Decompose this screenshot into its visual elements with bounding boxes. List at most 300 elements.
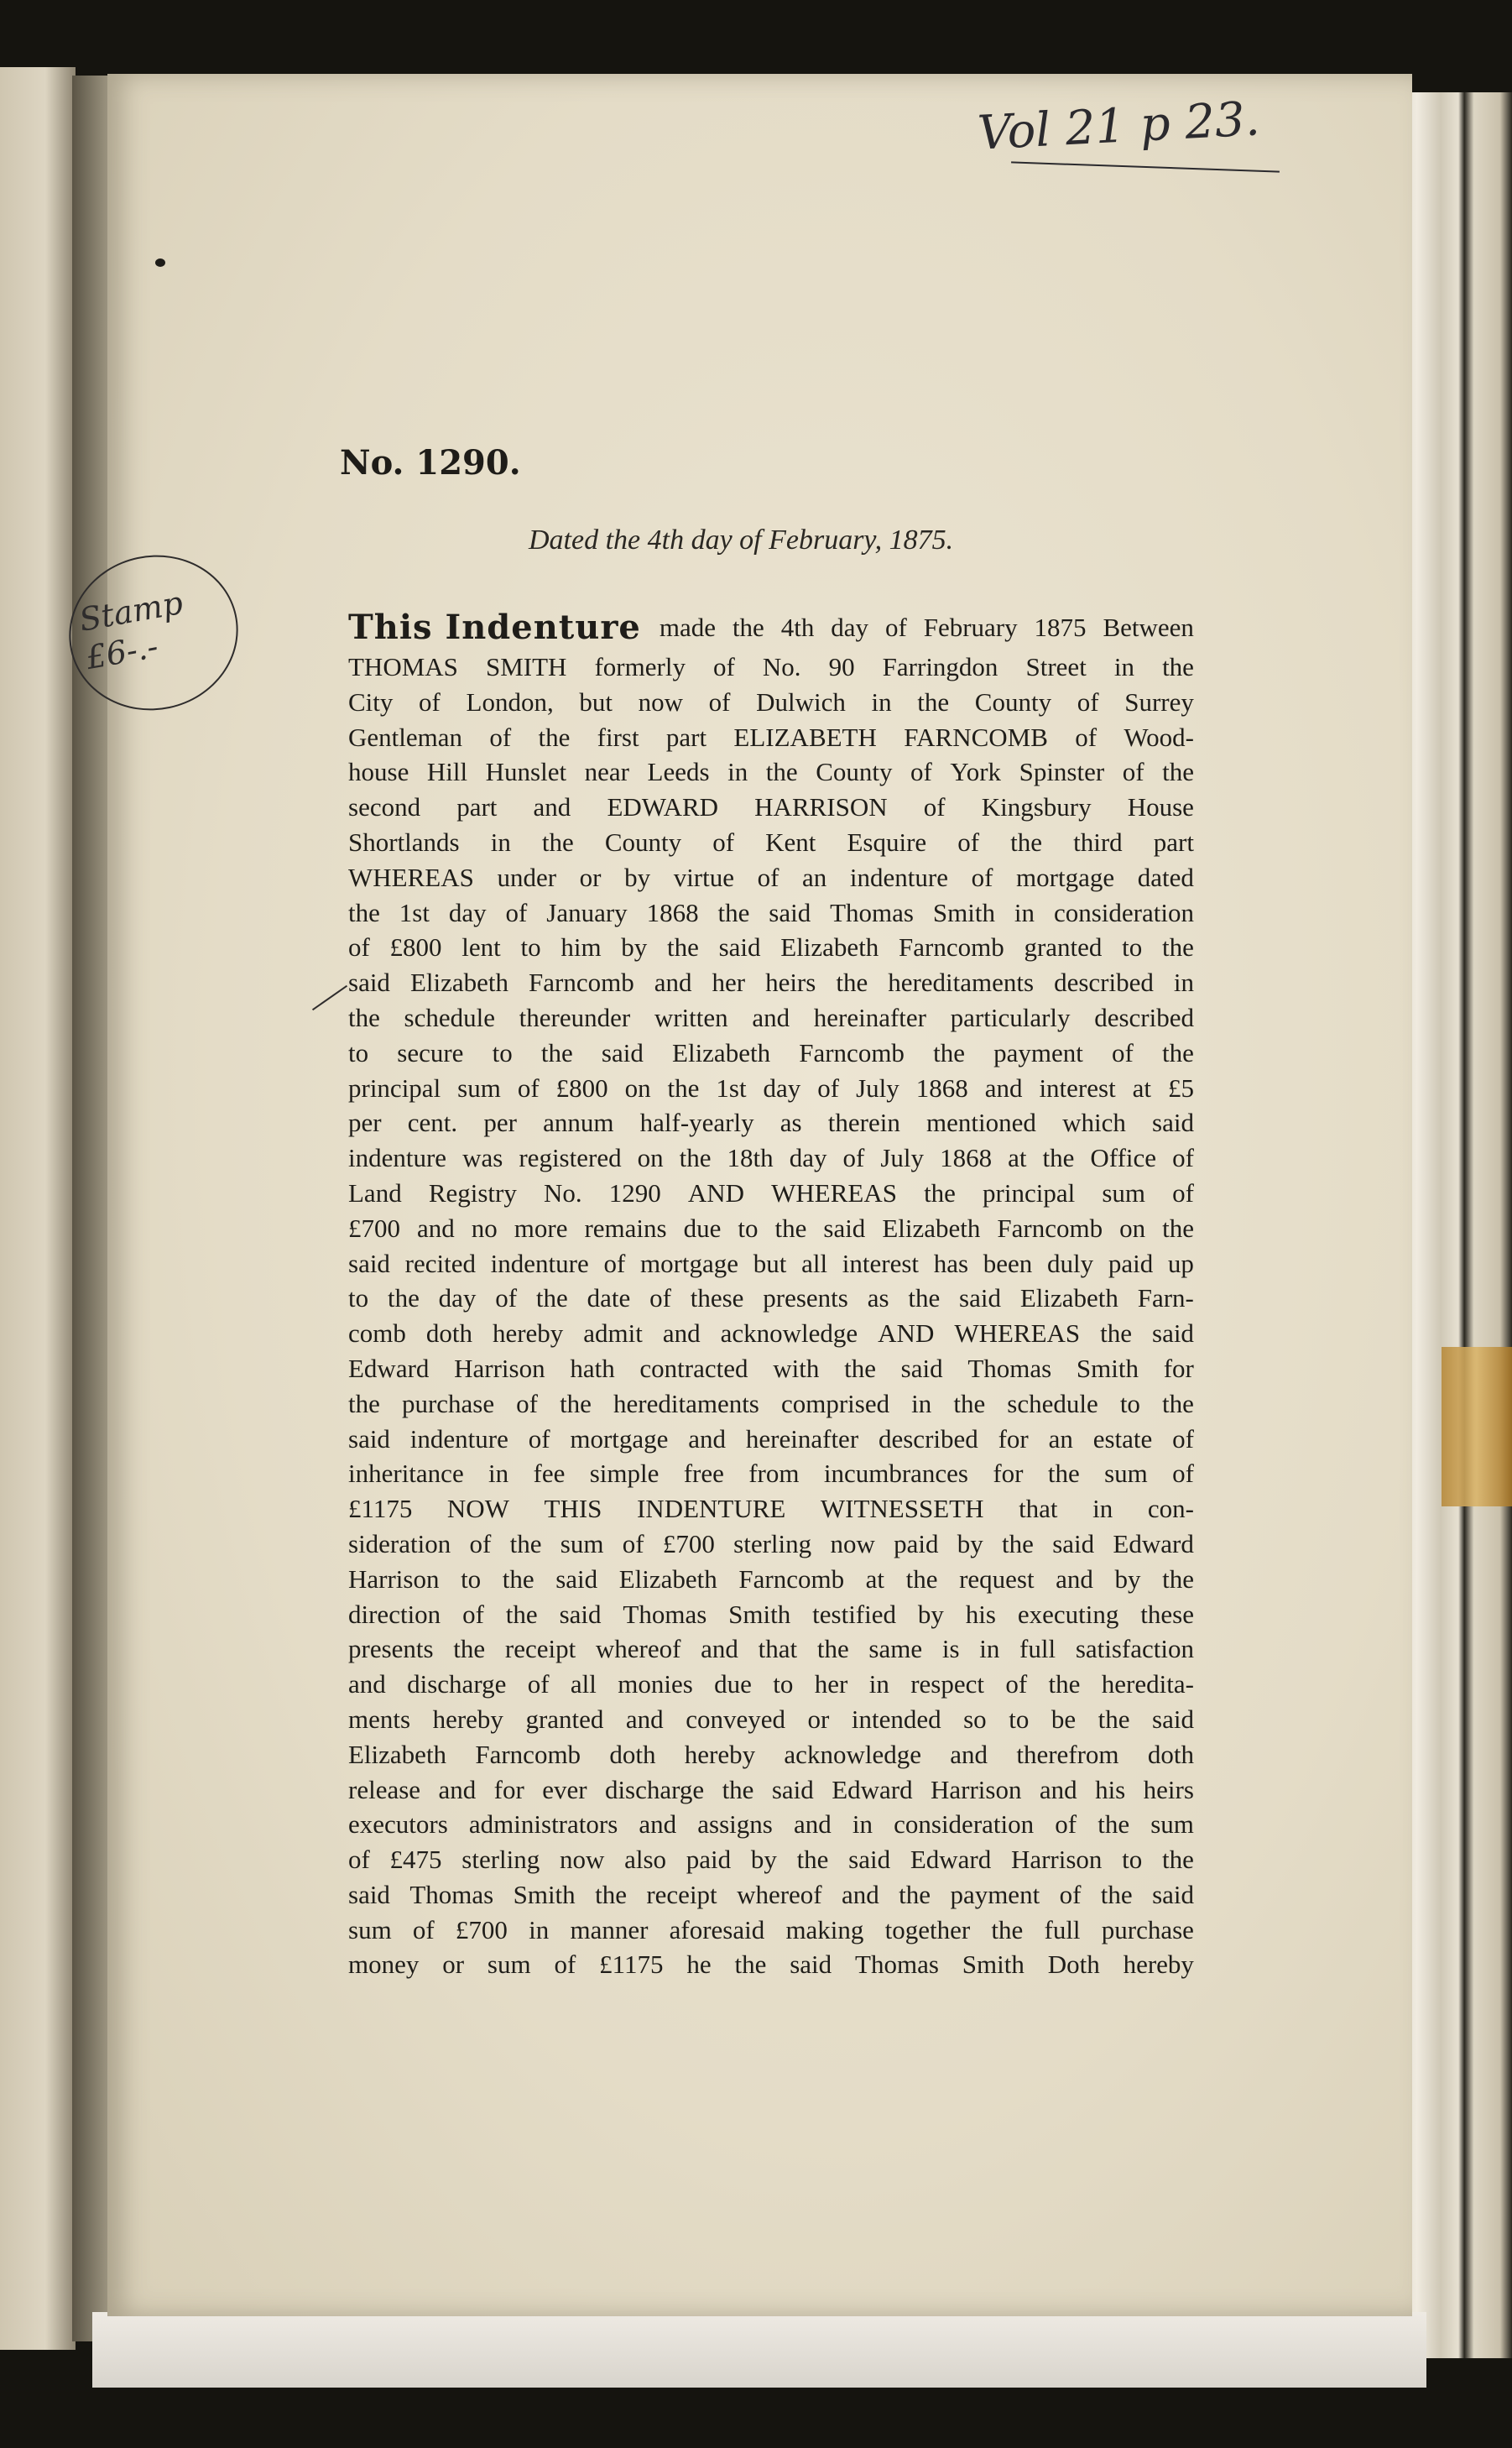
word: £700 xyxy=(348,1213,400,1243)
text-line xyxy=(348,1351,1194,1386)
word: said xyxy=(790,1950,832,1980)
text-line xyxy=(348,895,1194,931)
word: aforesaid xyxy=(669,1914,765,1944)
word: WHEREAS xyxy=(771,1177,897,1208)
word: formerly xyxy=(594,652,686,681)
word: receipt xyxy=(504,1634,576,1664)
word: her xyxy=(712,968,746,998)
word: direction xyxy=(348,1599,441,1629)
word: of xyxy=(1172,1143,1194,1173)
document-number: No. 1290. xyxy=(340,443,521,483)
word: of xyxy=(1122,757,1144,787)
word: and xyxy=(842,1879,879,1909)
word: by xyxy=(624,862,651,892)
word: said xyxy=(601,1037,644,1067)
word: the xyxy=(899,1879,931,1909)
word: per xyxy=(483,1108,517,1138)
word: ELIZABETH xyxy=(733,722,877,752)
word: of xyxy=(348,1845,370,1875)
word: hereby xyxy=(432,1704,503,1734)
word: of xyxy=(489,722,512,752)
word: HARRISON xyxy=(754,792,888,822)
text-line xyxy=(348,1071,1194,1106)
word: of xyxy=(419,686,441,717)
word: per xyxy=(348,1108,382,1138)
word: the xyxy=(679,1143,712,1173)
text-line xyxy=(348,650,1194,685)
word: him xyxy=(560,932,602,963)
word: 1st xyxy=(716,1073,747,1103)
text-line xyxy=(348,1913,1194,1948)
word: on xyxy=(624,1073,651,1103)
word: to xyxy=(1009,1704,1030,1734)
word: of xyxy=(412,1914,435,1944)
word: of xyxy=(842,1143,865,1173)
word: of xyxy=(1172,1423,1194,1454)
word: now xyxy=(559,1845,605,1875)
word: said xyxy=(555,1563,598,1594)
word: in xyxy=(852,1809,873,1840)
word: £800 xyxy=(555,1073,608,1103)
word: or xyxy=(807,1704,830,1734)
word: Smith xyxy=(1076,1353,1139,1383)
word: admit xyxy=(583,1318,643,1349)
word: said xyxy=(559,1599,602,1629)
left-facing-page xyxy=(0,67,76,2350)
word: Registry xyxy=(428,1177,517,1208)
text-line xyxy=(348,1246,1194,1281)
word: in xyxy=(1014,897,1035,927)
word: no xyxy=(471,1213,498,1243)
word: of xyxy=(505,897,528,927)
word: in xyxy=(488,1459,509,1489)
word: manner xyxy=(570,1914,649,1944)
word: of xyxy=(923,792,946,822)
word: con- xyxy=(1147,1494,1194,1524)
word: of xyxy=(1005,1669,1028,1699)
word: to xyxy=(348,1037,369,1067)
word: the xyxy=(1162,652,1194,681)
word: Elizabeth xyxy=(1019,1283,1118,1313)
word: sum xyxy=(457,1073,501,1103)
word: hereditaments xyxy=(888,968,1035,998)
word: July xyxy=(880,1143,925,1173)
text-line xyxy=(348,1456,1194,1491)
word: the xyxy=(836,968,868,998)
text-line xyxy=(348,754,1194,790)
word: of xyxy=(1059,1879,1082,1909)
word: same xyxy=(868,1634,923,1664)
word: as xyxy=(779,1108,802,1138)
word: £800 xyxy=(389,932,442,963)
word: Farncomb xyxy=(899,932,1004,963)
word: sum xyxy=(348,1914,392,1944)
word: EDWARD xyxy=(607,792,719,822)
word: more xyxy=(514,1213,568,1243)
text-line xyxy=(348,1877,1194,1913)
word: but xyxy=(579,686,613,717)
word: Thomas xyxy=(967,1353,1052,1383)
word: £1175 xyxy=(348,1494,413,1524)
word: and xyxy=(984,1073,1023,1103)
word: granted xyxy=(1024,932,1103,963)
word: of xyxy=(495,1283,518,1313)
text-line xyxy=(348,1947,1194,1982)
word: of xyxy=(1172,1177,1194,1208)
word: an xyxy=(1048,1423,1073,1454)
word: free xyxy=(683,1459,724,1489)
word: fee xyxy=(533,1459,566,1489)
word: for xyxy=(993,1459,1024,1489)
word: the xyxy=(717,897,750,927)
word: and xyxy=(639,1809,677,1840)
word: interest xyxy=(1039,1073,1116,1103)
word: that xyxy=(758,1634,798,1664)
word: discharge xyxy=(604,1774,705,1804)
word: monies xyxy=(618,1669,693,1699)
word: doth xyxy=(425,1318,472,1349)
word: of xyxy=(957,827,980,857)
word: indenture xyxy=(849,862,948,892)
word: the xyxy=(1042,1143,1075,1173)
word: the xyxy=(453,1634,486,1664)
word: 1st xyxy=(399,897,430,927)
word: of xyxy=(1075,722,1098,752)
word: now xyxy=(830,1528,875,1558)
word: NOW xyxy=(446,1494,509,1524)
word: Elizabeth xyxy=(348,1739,447,1769)
text-line xyxy=(348,965,1194,1000)
word: the xyxy=(348,1002,380,1032)
word: the xyxy=(1162,1563,1194,1594)
word: up xyxy=(1167,1248,1194,1278)
word: presents xyxy=(763,1283,848,1313)
word: dated xyxy=(1137,862,1194,892)
text-line xyxy=(348,1422,1194,1457)
word: mortgage xyxy=(1016,862,1115,892)
word: part xyxy=(456,792,498,822)
word: and xyxy=(1056,1563,1093,1594)
word: these xyxy=(690,1283,744,1313)
word: of xyxy=(817,1073,840,1103)
word: the xyxy=(1098,1809,1130,1840)
handwritten-volume-note: Vol 21 p 23. xyxy=(976,91,1261,161)
word: the xyxy=(348,897,380,927)
word: the xyxy=(774,1213,807,1243)
text-line xyxy=(348,1105,1194,1140)
word: which xyxy=(1062,1108,1126,1138)
word: he xyxy=(686,1950,712,1980)
word: and xyxy=(701,1634,738,1664)
word: of xyxy=(1055,1809,1077,1840)
word: lent xyxy=(461,932,501,963)
word: been xyxy=(983,1248,1033,1278)
word: Farncomb xyxy=(529,968,634,998)
word: Elizabeth xyxy=(618,1563,717,1594)
word: of xyxy=(462,1599,484,1629)
word: also xyxy=(624,1845,667,1875)
word: of xyxy=(516,1388,538,1418)
word: discharge xyxy=(407,1669,507,1699)
word: cent. xyxy=(407,1108,458,1138)
word: sum xyxy=(1150,1809,1194,1840)
word: satisfaction xyxy=(1075,1634,1194,1664)
word: paid xyxy=(1108,1248,1154,1278)
word: assigns xyxy=(697,1809,773,1840)
word: Smith xyxy=(932,897,995,927)
text-line xyxy=(348,1807,1194,1842)
word: part xyxy=(665,722,707,752)
word: contracted xyxy=(639,1353,748,1383)
word: to xyxy=(1122,932,1143,963)
word: and xyxy=(950,1739,988,1769)
word: Surrey xyxy=(1124,686,1194,717)
word: her xyxy=(814,1669,848,1699)
text-line xyxy=(348,1386,1194,1422)
word: hereby xyxy=(1123,1950,1194,1980)
word: or xyxy=(442,1950,465,1980)
word: Dulwich xyxy=(756,686,846,717)
word: said xyxy=(1152,1108,1194,1138)
word: and xyxy=(793,1809,832,1840)
word: Farn- xyxy=(1137,1283,1194,1313)
word: hereinafter xyxy=(813,1002,926,1032)
word: described xyxy=(1054,968,1154,998)
word: the xyxy=(509,1528,542,1558)
word: under xyxy=(497,862,557,892)
word: the xyxy=(933,1037,965,1067)
word: purchase xyxy=(1101,1914,1194,1944)
word: said xyxy=(1152,1704,1194,1734)
word: AND xyxy=(687,1177,745,1208)
word: has xyxy=(933,1248,969,1278)
word: Smith xyxy=(728,1599,791,1629)
word: the xyxy=(1161,932,1194,963)
word: the xyxy=(816,1634,849,1664)
text-line xyxy=(348,685,1194,720)
word: and xyxy=(438,1774,477,1804)
text-line xyxy=(348,1036,1194,1071)
word: be xyxy=(1051,1704,1077,1734)
word: County xyxy=(816,757,893,787)
word: recited xyxy=(404,1248,476,1278)
stamp-label: Stamp xyxy=(76,583,186,639)
word: and xyxy=(348,1669,386,1699)
word: Smith xyxy=(513,1879,576,1909)
word: the xyxy=(953,1388,986,1418)
word: of xyxy=(528,1423,550,1454)
word: but xyxy=(753,1248,787,1278)
word: consideration xyxy=(1053,897,1194,927)
word: paid xyxy=(894,1528,939,1558)
word: the xyxy=(502,1563,534,1594)
word: written xyxy=(654,1002,728,1032)
word: 18th xyxy=(727,1143,774,1173)
word: Harrison xyxy=(454,1353,545,1383)
word: House xyxy=(1127,792,1194,822)
word: in xyxy=(727,757,748,787)
word: therefrom xyxy=(1016,1739,1119,1769)
word: the xyxy=(1098,1704,1130,1734)
word: 1290 xyxy=(608,1177,661,1208)
word: sterling xyxy=(461,1845,540,1875)
word: at xyxy=(1008,1143,1027,1173)
word: part xyxy=(1153,827,1194,857)
word: to xyxy=(520,932,541,963)
word: 1868 xyxy=(940,1143,993,1173)
word: indenture xyxy=(490,1248,589,1278)
text-line xyxy=(348,790,1194,825)
word: the xyxy=(844,1353,876,1383)
word: of xyxy=(622,1528,644,1558)
indenture-heading: This Indenture xyxy=(348,608,641,647)
word: the xyxy=(667,932,699,963)
word: of xyxy=(713,652,735,681)
document-date: Dated the 4th day of February, 1875. xyxy=(529,525,954,556)
word: virtue xyxy=(673,862,734,892)
word: all xyxy=(801,1248,828,1278)
word: Spinster xyxy=(1019,757,1105,787)
word: with xyxy=(773,1353,820,1383)
word: said xyxy=(348,1423,390,1454)
word: the xyxy=(722,1774,754,1804)
word: executors xyxy=(348,1809,448,1840)
text-line xyxy=(348,1842,1194,1877)
word: sterling xyxy=(733,1528,812,1558)
word: said xyxy=(348,1879,390,1909)
word: by xyxy=(621,932,648,963)
word: said xyxy=(348,968,390,998)
word: duly xyxy=(1047,1248,1094,1278)
word: the xyxy=(1048,1669,1081,1699)
word: said xyxy=(348,1248,390,1278)
text-line xyxy=(348,1631,1194,1667)
word: by xyxy=(957,1528,983,1558)
word: mentioned xyxy=(926,1108,1036,1138)
word: respect xyxy=(910,1669,984,1699)
word: the xyxy=(538,722,571,752)
word: WHEREAS xyxy=(348,862,474,892)
word: executing xyxy=(1017,1599,1119,1629)
word: Doth xyxy=(1047,1950,1100,1980)
word: of xyxy=(348,932,370,963)
word: intended xyxy=(851,1704,941,1734)
word: whereof xyxy=(595,1634,681,1664)
word: and xyxy=(662,1318,701,1349)
word: near xyxy=(584,757,629,787)
word: due xyxy=(683,1213,722,1243)
word: hereditaments xyxy=(613,1388,759,1418)
word: an xyxy=(802,862,827,892)
word: by xyxy=(917,1599,944,1629)
word: consideration xyxy=(894,1809,1035,1840)
word: Harrison xyxy=(1010,1845,1103,1875)
word: the xyxy=(1162,1388,1194,1418)
word: Hunslet xyxy=(485,757,567,787)
word: York xyxy=(950,757,1002,787)
word: the xyxy=(1002,1528,1034,1558)
word: the xyxy=(1100,1879,1133,1909)
word: the xyxy=(667,1073,700,1103)
word: by xyxy=(1114,1563,1141,1594)
word: whereof xyxy=(737,1879,822,1909)
text-line xyxy=(348,1316,1194,1351)
word: conveyed xyxy=(686,1704,785,1734)
word: said xyxy=(1152,1879,1194,1909)
word: remains xyxy=(584,1213,667,1243)
word: release xyxy=(348,1774,421,1804)
word: 1868 xyxy=(915,1073,968,1103)
word: at xyxy=(1132,1073,1152,1103)
word: in xyxy=(979,1634,1000,1664)
text-line xyxy=(348,1281,1194,1316)
text-line xyxy=(348,1772,1194,1808)
word: of xyxy=(603,1248,626,1278)
word: the xyxy=(765,757,798,787)
word: said xyxy=(769,897,811,927)
word: Elizabeth xyxy=(780,932,879,963)
word: for xyxy=(493,1774,524,1804)
word: No. xyxy=(543,1177,582,1208)
text-line xyxy=(348,1737,1194,1772)
word: the xyxy=(535,1283,568,1313)
word: the xyxy=(734,1950,767,1980)
word: said xyxy=(959,1283,1001,1313)
word: Smith xyxy=(962,1950,1025,1980)
word: said xyxy=(900,1353,943,1383)
word: by xyxy=(750,1845,777,1875)
word: City xyxy=(348,686,394,717)
word: of xyxy=(469,1528,492,1558)
word: registered xyxy=(519,1143,622,1173)
opening-text: made the 4th day of February 1875 Between xyxy=(659,613,1194,642)
word: Street xyxy=(1025,652,1087,681)
word: the xyxy=(1100,1318,1133,1349)
text-line xyxy=(348,930,1194,965)
word: said xyxy=(718,932,761,963)
word: third xyxy=(1073,827,1123,857)
word: to xyxy=(1119,1388,1140,1418)
word: said xyxy=(771,1774,814,1804)
word: and xyxy=(752,1002,790,1032)
word: day xyxy=(789,1143,827,1173)
word: making xyxy=(785,1914,864,1944)
word: WHEREAS xyxy=(954,1318,1081,1349)
word: in xyxy=(1173,968,1194,998)
word: the xyxy=(1010,827,1043,857)
word: Kent xyxy=(765,827,816,857)
word: in xyxy=(871,686,892,717)
word: Harrison xyxy=(931,1774,1022,1804)
word: the xyxy=(908,1283,941,1313)
word: hereby xyxy=(684,1739,756,1769)
word: THOMAS xyxy=(348,652,458,681)
word: hereinafter xyxy=(745,1423,859,1454)
word: of xyxy=(649,1283,671,1313)
word: as xyxy=(867,1283,889,1313)
word: County xyxy=(604,827,682,857)
word: of xyxy=(527,1669,550,1699)
word: of xyxy=(1112,1037,1134,1067)
word: in xyxy=(868,1669,889,1699)
word: on xyxy=(637,1143,664,1173)
word: hath xyxy=(570,1353,615,1383)
word: the xyxy=(1162,1037,1194,1067)
ink-spot xyxy=(155,258,165,267)
word: in xyxy=(529,1914,550,1944)
word: for xyxy=(998,1423,1029,1454)
word: his xyxy=(1095,1774,1126,1804)
